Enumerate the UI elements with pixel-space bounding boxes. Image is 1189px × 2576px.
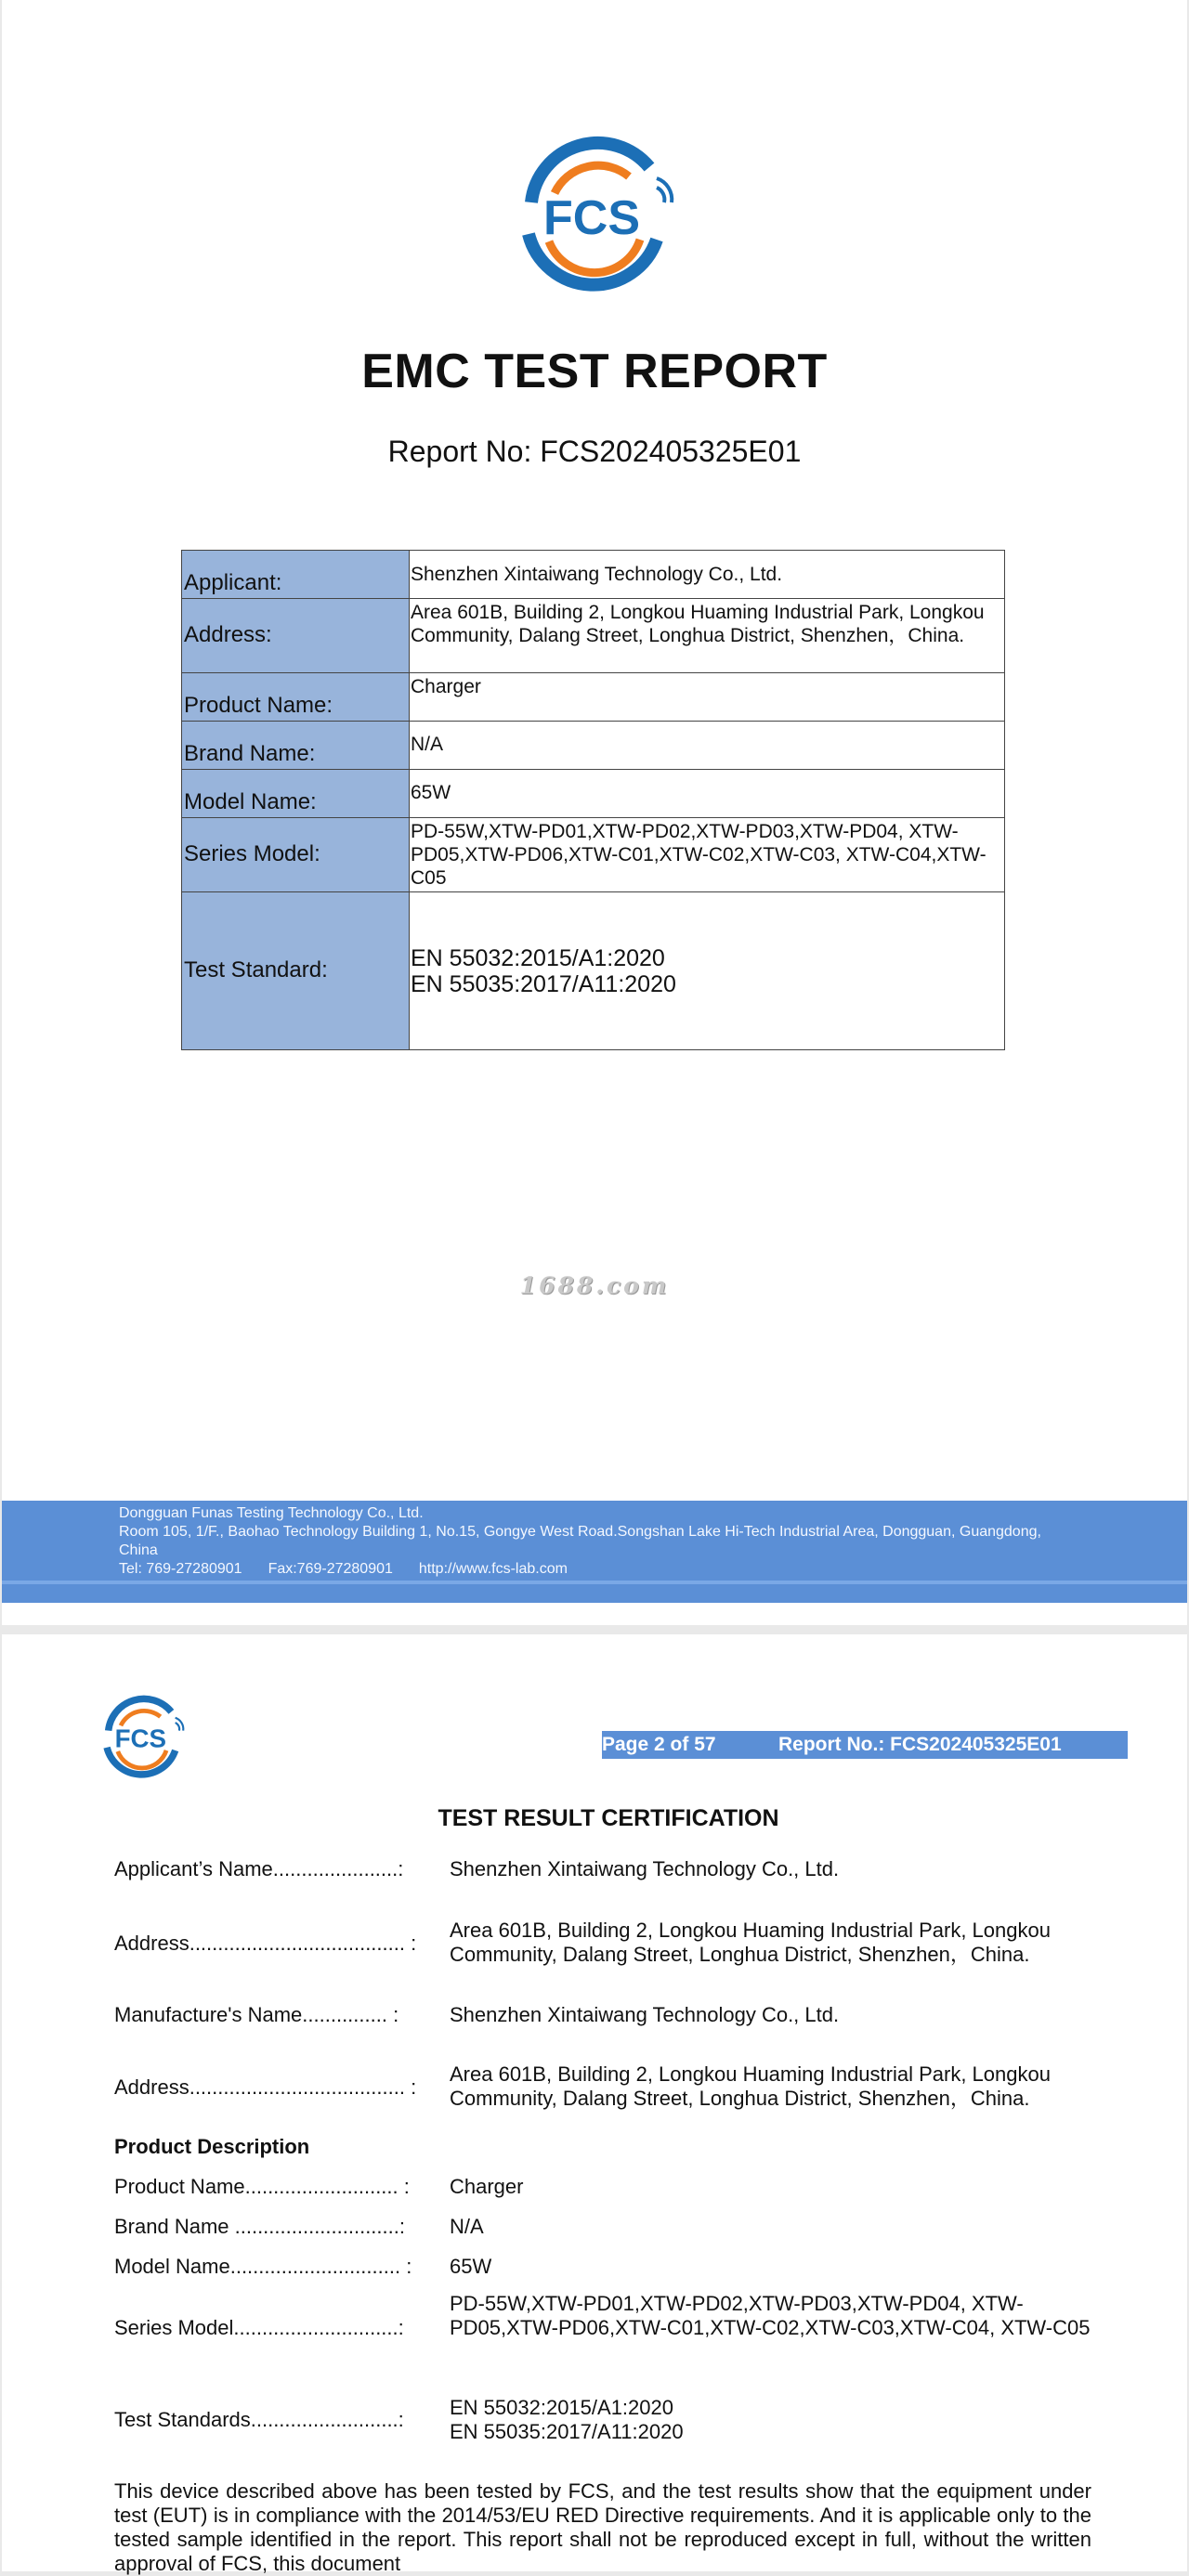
model-name-value: 65W (410, 770, 1005, 818)
applicant-address-label: Address...................................... : (114, 1932, 417, 1955)
product-name-value: Charger (450, 2175, 524, 2198)
product-name-label: Product Name: (182, 673, 410, 722)
table-row (182, 599, 1005, 673)
brand-name-label: Brand Name .............................: (114, 2215, 405, 2238)
brand-name-value: N/A (410, 722, 1005, 770)
applicant-name-value: Shenzhen Xintaiwang Technology Co., Ltd. (450, 1857, 840, 1880)
test-standard-line: EN 55035:2017/A11:2020 (411, 970, 676, 997)
model-name-value: 65W (450, 2255, 492, 2278)
table-row (182, 551, 1005, 599)
product-name-label: Product Name........................... : (114, 2175, 410, 2198)
test-standard-value (410, 892, 1005, 1050)
test-standard-line: EN 55032:2015/A1:2020 (411, 944, 665, 971)
manufacturer-name-value: Shenzhen Xintaiwang Technology Co., Ltd. (450, 2003, 840, 2026)
address-label: Address: (182, 599, 410, 673)
table-row (182, 818, 1005, 892)
applicant-value: Shenzhen Xintaiwang Technology Co., Ltd. (410, 551, 1005, 599)
table-row (182, 892, 1005, 1050)
page-indicator: Page 2 of 57 (602, 1734, 716, 1755)
lab-address: Room 105, 1/F., Baohao Technology Building 1, No.15, Gongye West Road.Songshan Lake Hi-Tech Industrial Area, Dongguan, Guangdong, China (119, 1524, 1041, 1558)
series-model-value: PD-55W,XTW-PD01,XTW-PD02,XTW-PD03,XTW-PD04, XTW-PD05,XTW-PD06,XTW-C01,XTW-C02,XTW-C03,XTW-C04, XTW-C05 (450, 2292, 1091, 2339)
table-row (182, 770, 1005, 818)
brand-name-label: Brand Name: (182, 722, 410, 770)
lab-website-link[interactable]: http://www.fcs-lab.com (418, 1561, 568, 1577)
series-model-label: Series Model: (182, 818, 410, 892)
cover-info-table (181, 550, 1005, 1050)
test-standards-label: Test Standards..........................: (114, 2408, 404, 2431)
page-header-bar (602, 1731, 1128, 1759)
table-row (182, 722, 1005, 770)
table-row (182, 673, 1005, 722)
test-standard-label: Test Standard: (182, 892, 410, 1050)
series-model-value: PD-55W,XTW-PD01,XTW-PD02,XTW-PD03,XTW-PD04, XTW-PD05,XTW-PD06,XTW-C01,XTW-C02,XTW-C03, XTW-C04,XTW-C05 (410, 818, 1005, 892)
product-description-heading: Product Description (114, 2135, 310, 2158)
applicant-name-label: Applicant’s Name......................: (114, 1857, 404, 1880)
brand-name-value: N/A (450, 2215, 484, 2238)
test-standards-value (450, 2396, 1091, 2444)
header-report-number: Report No.: FCS202405325E01 (778, 1734, 1062, 1755)
fcs-logo (517, 130, 675, 297)
footer-stripe (2, 1581, 1187, 1584)
certification-title: TEST RESULT CERTIFICATION (438, 1805, 779, 1831)
lab-fax: Fax:769-27280901 (268, 1561, 393, 1577)
lab-tel: Tel: 769-27280901 (119, 1561, 242, 1577)
model-name-label: Model Name: (182, 770, 410, 818)
address-value: Area 601B, Building 2, Longkou Huaming Industrial Park, Longkou Community, Dalang Street, Longhua District, Shenzhen，China. (410, 599, 1005, 673)
applicant-address-value: Area 601B, Building 2, Longkou Huaming Industrial Park, Longkou Community, Dalang Street, Longhua District, Shenzhen，China. (450, 1919, 1051, 1966)
product-name-value: Charger (410, 673, 1005, 722)
report-number: Report No: FCS202405325E01 (387, 435, 802, 468)
manufacturer-address-value: Area 601B, Building 2, Longkou Huaming Industrial Park, Longkou Community, Dalang Street, Longhua District, Shenzhen，China. (450, 2062, 1051, 2110)
watermark: 1688.com (519, 1272, 670, 1299)
lab-contact (119, 1560, 1048, 1579)
lab-footer (2, 1501, 1187, 1603)
fcs-logo-small (100, 1692, 186, 1781)
model-name-label: Model Name.............................. : (114, 2255, 412, 2278)
lab-company: Dongguan Funas Testing Technology Co., Ltd. (119, 1505, 424, 1521)
test-standard-line: EN 55035:2017/A11:2020 (450, 2420, 684, 2443)
svg-text:FCS: FCS (543, 191, 640, 245)
manufacturer-name-label: Manufacture's Name............... : (114, 2003, 399, 2026)
report-cover-page (2, 0, 1187, 1625)
report-title: EMC TEST REPORT (361, 345, 828, 398)
svg-text:FCS: FCS (114, 1724, 167, 1753)
applicant-label: Applicant: (182, 551, 410, 599)
test-standard-line: EN 55032:2015/A1:2020 (450, 2396, 673, 2419)
series-model-label: Series Model.............................: (114, 2316, 404, 2339)
manufacturer-address-label: Address...................................... : (114, 2075, 417, 2099)
compliance-statement: This device described above has been tested by FCS, and the test results show that the equipment under test (EUT) is in compliance with the 2014/53/EU RED Directive requirements. And it is applicable only to the tested sample identified in the report. This report shall not be reproduced except in full, without the written approval of FCS, this document (114, 2479, 1091, 2575)
